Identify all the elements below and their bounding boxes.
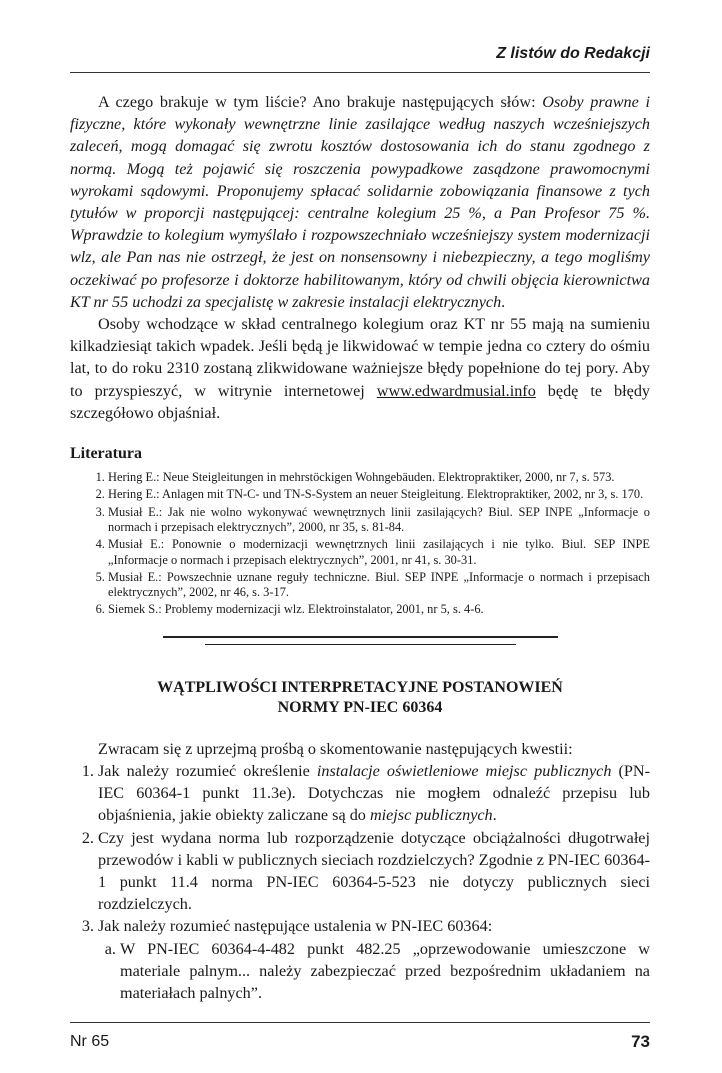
reference-item: 6. Siemek S.: Problemy modernizacji wlz. Elektroinstalator, 2001, nr 5, s. 4-6. — [108, 602, 650, 617]
article-title — [70, 678, 650, 718]
italic-text: Osoby prawne i fizyczne, które wykonały wewnętrzne linie zasilające według naszych wcześniejszych zaleceń, mogą domagać się zwrotu kosztów dostosowania ich do stanu zgodnego z normą. Mogą też pojawić się roszczenia powypadkowe zasądzone prawomocnymi wyrokami sądowymi. Proponujemy spłacać solidarnie zobowiązania finansowe z tych tytułów w proporcji następującej: centralne kolegium 25 %, a Pan Profesor 75 %. Wprawdzie to kolegium wymyślało i rozpowszechniało wcześniejszy system modernizacji wlz, ale Pan nas nie ostrzegł, że jest on nonsensowny i niebezpieczny, a tego mogliśmy oczekiwać po profesorze i doktorze habilitowanym, który od chwili objęcia kierownictwa KT nr 55 uchodzi za specjalistę w zakresie instalacji elektrycznych — [70, 93, 651, 311]
text-segment: . — [492, 806, 497, 825]
page-content — [70, 0, 650, 1073]
text-segment: A czego brakuje w tym liście? Ano brakuje następujących słów: — [98, 93, 543, 111]
text-segment: (PN-IEC 60364-1 punkt 11.3e). Dotychczas nie mogłem odnaleźć przepisu lub objaśnienia, jakie obiekty zaliczane są do — [98, 761, 650, 825]
italic-text: miejsc publicznych — [369, 806, 493, 825]
reference-item: 3. Musiał E.: Jak nie wolno wykonywać wewnętrznych linii zasilających? Biul. SEP INPE „Informacje o normach i przepisach elektrycznych”, 2000, nr 35, s. 81-84. — [108, 505, 650, 536]
website-link[interactable]: www.edwardmusial.info — [376, 381, 536, 400]
literature-heading: Literatura — [70, 445, 142, 463]
text-segment: . — [501, 292, 506, 311]
header-rule — [70, 72, 650, 73]
paragraph — [70, 313, 650, 424]
text-segment: będę te błędy szczegółowo objaśniał. — [70, 381, 651, 422]
text-segment: Osoby wchodzące w skład centralnego kolegium oraz KT nr 55 mają na sumieniu kilkadziesiąt takich wpadek. Jeśli będą je likwidować w tempie jedna co cztery do ośmiu lat, to do roku 2310 zostaną zlikwidowane ważniejsze błędy popełnione do tej pory. Aby to przyspieszyć, w witrynie internetowej — [70, 315, 650, 400]
text-segment: Jak należy rozumieć określenie — [98, 761, 317, 780]
title-line: WĄTPLIWOŚCI INTERPRETACYJNE POSTANOWIEŃ — [157, 678, 563, 696]
page-footer — [70, 1031, 650, 1053]
italic-text: instalacje oświetleniowe miejsc publicznych — [316, 761, 612, 780]
reference-item: 1. Hering E.: Neue Steigleitungen in mehrstöckigen Wohngebäuden. Elektropraktiker, 2000, nr 7, s. 573. — [108, 470, 650, 485]
section-header: Z listów do Redakcji — [496, 45, 650, 62]
reference-item: 4. Musiał E.: Ponownie o modernizacji wewnętrznych linii zasilających i nie tylko. Biul. SEP INPE „Informacje o normach i przepisach elektrycznych”, 2001, nr 41, s. 30-31. — [108, 537, 650, 568]
intro-text: Zwracam się z uprzejmą prośbą o skomentowanie następujących kwestii: — [98, 739, 573, 758]
reference-list — [90, 470, 650, 618]
question-item — [98, 915, 650, 1004]
paragraph — [70, 91, 650, 313]
question-text: Jak należy rozumieć następujące ustalenia w PN-IEC 60364: — [98, 917, 493, 936]
question-list — [70, 760, 650, 1004]
article-body — [70, 738, 650, 1004]
footer-rule — [70, 1022, 650, 1023]
separator-rule — [163, 636, 558, 638]
letter-body — [70, 91, 650, 424]
issue-number: Nr 65 — [70, 1033, 110, 1051]
title-line: NORMY PN-IEC 60364 — [277, 698, 443, 716]
reference-item: 5. Musiał E.: Powszechnie uznane reguły techniczne. Biul. SEP INPE „Informacje o normach i przepisach elektrycznych”, 2002, nr 46, s. 3-17. — [108, 570, 650, 601]
question-item — [98, 760, 650, 827]
question-item: 2. Czy jest wydana norma lub rozporządzenie dotyczące obciążalności długotrwałej przewodów i kabli w publicznych sieciach rozdzielczych? Zgodnie z PN-IEC 60364-1 punkt 11.4 norma PN-IEC 60364-5-523 nie dotyczy publicznych sieci rozdzielczych. — [98, 827, 650, 916]
sub-question-item: a. W PN-IEC 60364-4-482 punkt 482.25 „oprzewodowanie umieszczone w materiale palnym... należy zabezpieczać przed bezpośrednim układaniem na materiałach palnych”. — [120, 938, 650, 1005]
reference-item: 2. Hering E.: Anlagen mit TN-C- und TN-S-System an neuer Steigleitung. Elektropraktiker, 2002, nr 3, s. 170. — [108, 487, 650, 502]
separator — [70, 636, 650, 648]
separator-rule — [205, 644, 516, 645]
page-number: 73 — [631, 1032, 650, 1052]
